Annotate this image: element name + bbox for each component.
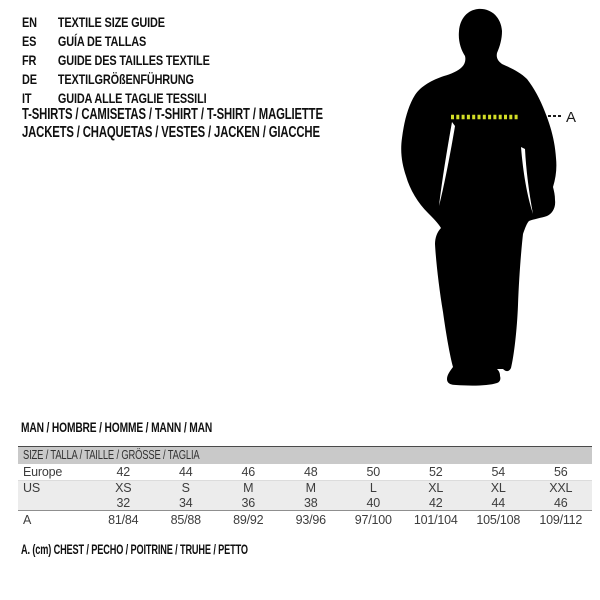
- size-cell: XS: [92, 481, 155, 496]
- lang-code: ES: [22, 33, 37, 49]
- row-label: Europe: [18, 464, 92, 481]
- size-cell: 93/96: [280, 511, 343, 529]
- size-cell: 46: [217, 464, 280, 481]
- section-title-man: MAN / HOMBRE / HOMME / MANN / MAN: [21, 419, 213, 435]
- size-cell: 109/112: [530, 511, 593, 529]
- row-label: [18, 496, 92, 511]
- size-cell: 34: [155, 496, 218, 511]
- lang-code: FR: [22, 52, 37, 68]
- size-cell: 44: [155, 464, 218, 481]
- lang-label: GUÍA DE TALLAS: [57, 33, 147, 49]
- size-cell: XXL: [530, 481, 593, 496]
- size-cell: 52: [405, 464, 468, 481]
- table-row-europe: [18, 464, 592, 481]
- size-cell: 56: [530, 464, 593, 481]
- size-cell: S: [155, 481, 218, 496]
- size-cell: 44: [467, 496, 530, 511]
- size-cell: 42: [92, 464, 155, 481]
- table-header-text: SIZE / TALLA / TAILLE / GRÖSSE / TAGLIA: [23, 448, 200, 463]
- size-cell: 36: [217, 496, 280, 511]
- size-cell: 81/84: [92, 511, 155, 529]
- size-table: [18, 446, 592, 529]
- measure-footnote: A. (cm) CHEST / PECHO / POITRINE / TRUHE / PETTO: [21, 542, 248, 557]
- man-silhouette: [401, 9, 556, 386]
- size-cell: M: [217, 481, 280, 496]
- table-header-row: [18, 447, 592, 464]
- size-cell: M: [280, 481, 343, 496]
- size-cell: XL: [467, 481, 530, 496]
- size-cell: 38: [280, 496, 343, 511]
- table-header: [18, 447, 592, 464]
- size-cell: 48: [280, 464, 343, 481]
- table-row-chest-a: [18, 511, 592, 529]
- size-cell: L: [342, 481, 405, 496]
- size-cell: 42: [405, 496, 468, 511]
- category-line-tshirts: T-SHIRTS / CAMISETAS / T-SHIRT / T-SHIRT / MAGLIETTE: [22, 106, 323, 123]
- size-cell: 85/88: [155, 511, 218, 529]
- size-cell: XL: [405, 481, 468, 496]
- lang-label: GUIDE DES TAILLES TEXTILE: [57, 52, 210, 68]
- lang-label: GUIDA ALLE TAGLIE TESSILI: [57, 90, 207, 106]
- size-cell: 101/104: [405, 511, 468, 529]
- row-label: US: [18, 481, 92, 496]
- measure-a-label: A: [566, 109, 577, 126]
- category-line-jackets: JACKETS / CHAQUETAS / VESTES / JACKEN / GIACCHE: [22, 123, 320, 141]
- size-cell: 32: [92, 496, 155, 511]
- size-cell: 105/108: [467, 511, 530, 529]
- lang-code: DE: [22, 71, 37, 87]
- size-cell: 89/92: [217, 511, 280, 529]
- lang-code: EN: [22, 14, 37, 30]
- lang-label: TEXTILE SIZE GUIDE: [57, 14, 165, 30]
- row-label: A: [18, 511, 92, 529]
- lang-label: TEXTILGRÖßENFÜHRUNG: [57, 71, 194, 87]
- size-cell: 97/100: [342, 511, 405, 529]
- size-cell: 40: [342, 496, 405, 511]
- size-cell: 46: [530, 496, 593, 511]
- table-row-us-numeric: [18, 496, 592, 511]
- table-row-us: [18, 481, 592, 496]
- lang-code: IT: [22, 90, 32, 106]
- size-cell: 50: [342, 464, 405, 481]
- size-cell: 54: [467, 464, 530, 481]
